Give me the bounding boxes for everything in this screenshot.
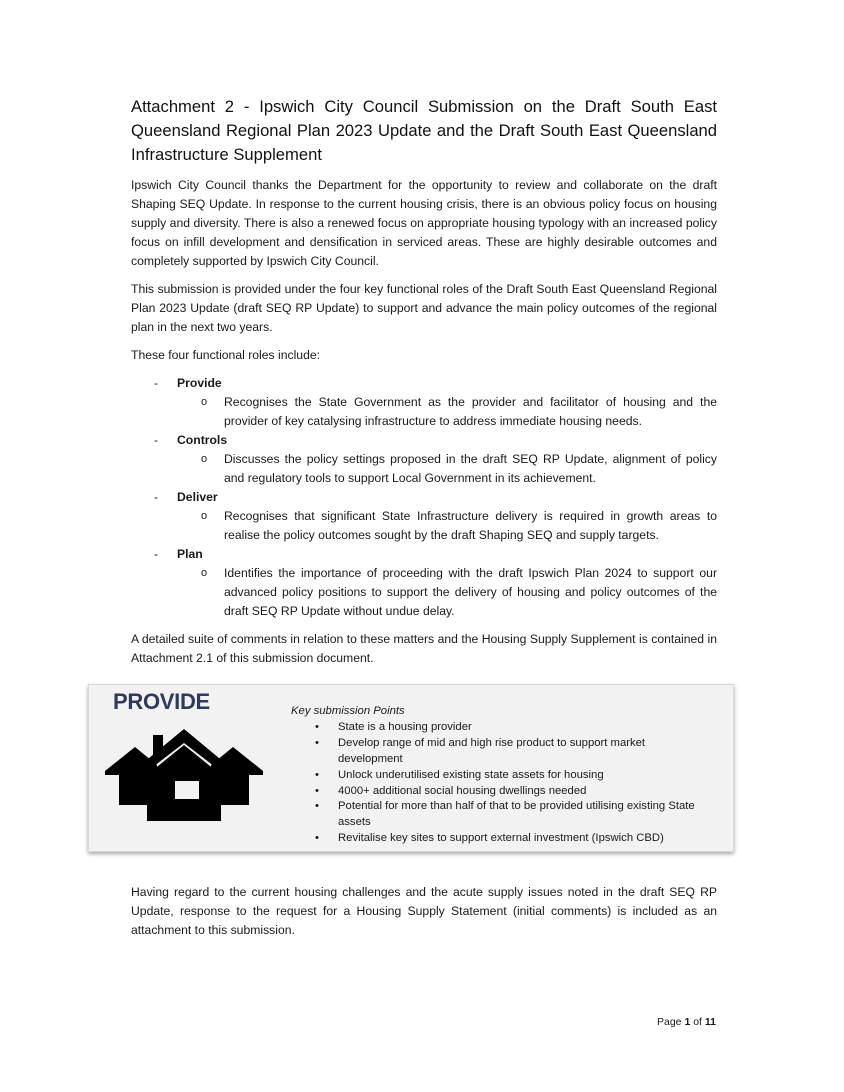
page-number: [657, 1016, 716, 1028]
document-title: Attachment 2 - Ipswich City Council Submission on the Draft South East Queensland Regional Plan 2023 Update and the Draft South East Queensland Infrastructure Supplement: [131, 97, 717, 164]
key-point-text: Potential for more than half of that to be provided utilising existing State assets: [338, 800, 695, 829]
role-item-plan: [131, 545, 717, 621]
dash-marker: -: [154, 433, 159, 447]
role-item-provide: [131, 374, 717, 431]
page-total: 11: [704, 1016, 716, 1028]
bullet-icon: •: [315, 768, 319, 781]
key-point-text: Develop range of mid and high rise product to support market development: [338, 736, 646, 765]
panel-heading: PROVIDE: [113, 689, 210, 714]
bullet-icon: •: [315, 720, 319, 733]
circle-bullet-icon: o: [201, 567, 208, 579]
key-points: [291, 704, 711, 847]
list-item: [291, 784, 711, 800]
of-word: of: [693, 1016, 702, 1028]
page-word: Page: [656, 1016, 682, 1028]
role-name: Deliver: [177, 490, 218, 504]
role-description: Recognises the State Government as the provider and facilitator of housing and the provider of key catalysing infrastructure to address immediate housing needs.: [224, 395, 717, 428]
circle-bullet-icon: o: [201, 396, 208, 408]
document-body: [131, 95, 717, 668]
role-item-deliver: [131, 488, 717, 545]
role-name: Plan: [177, 547, 203, 561]
page-current: 1: [684, 1016, 691, 1028]
dash-marker: -: [154, 376, 159, 390]
bullet-icon: •: [315, 736, 319, 749]
detailed-comments-paragraph: A detailed suite of comments in relation to these matters and the Housing Supply Supplement is contained in Attachment 2.1 of this submission document.: [131, 632, 717, 665]
bullet-icon: •: [315, 832, 319, 845]
houses-icon: [105, 727, 263, 821]
roles-intro-paragraph: This submission is provided under the four key functional roles of the Draft South East Queensland Regional Plan 2023 Update (draft SEQ RP Update) to support and advance the main policy outcomes of the regional plan in the next two years.: [131, 282, 717, 334]
role-name: Controls: [177, 433, 228, 447]
roles-lead-paragraph: These four functional roles include:: [131, 348, 321, 362]
intro-paragraph: Ipswich City Council thanks the Department for the opportunity to review and collaborate on the draft Shaping SEQ Update. In response to the current housing crisis, there is an obvious policy focus on housing supply and diversity. There is also a renewed focus on appropriate housing typology with an increased policy focus on infill development and densification in serviced areas. These are highly desirable outcomes and completely supported by Ipswich City Council.: [131, 178, 717, 268]
list-item: [291, 768, 711, 784]
key-points-list: [291, 720, 711, 847]
key-points-title: Key submission Points: [291, 705, 405, 717]
key-point-text: Unlock underutilised existing state assets for housing: [338, 768, 604, 781]
role-item-controls: [131, 431, 717, 488]
role-description: Identifies the importance of proceeding with the draft Ipswich Plan 2024 to support our advanced policy positions to support the delivery of housing and policy outcomes of the draft SEQ RP Update without undue delay.: [224, 566, 717, 618]
list-item: [291, 799, 711, 831]
key-point-text: Revitalise key sites to support external investment (Ipswich CBD): [338, 832, 664, 845]
key-point-text: State is a housing provider: [338, 720, 472, 733]
role-description: Discusses the policy settings proposed in the draft SEQ RP Update, alignment of policy and regulatory tools to support Local Government in its achievement.: [224, 452, 717, 485]
circle-bullet-icon: o: [201, 510, 208, 522]
bullet-icon: •: [315, 784, 319, 797]
list-item: [291, 831, 711, 847]
circle-bullet-icon: o: [201, 453, 208, 465]
role-name: Provide: [177, 376, 222, 390]
list-item: [291, 736, 711, 768]
key-point-text: 4000+ additional social housing dwellings needed: [338, 784, 587, 797]
provide-panel: [88, 684, 734, 852]
dash-marker: -: [154, 490, 159, 504]
list-item: [291, 720, 711, 736]
dash-marker: -: [154, 547, 159, 561]
bullet-icon: •: [315, 800, 319, 813]
role-description: Recognises that significant State Infrastructure delivery is required in growth areas to realise the policy outcomes sought by the draft Shaping SEQ and supply targets.: [224, 509, 717, 542]
closing-paragraph: Having regard to the current housing challenges and the acute supply issues noted in the draft SEQ RP Update, response to the request for a Housing Supply Statement (initial comments) is included as an attachment to this submission.: [131, 885, 717, 937]
roles-list: [131, 374, 717, 621]
